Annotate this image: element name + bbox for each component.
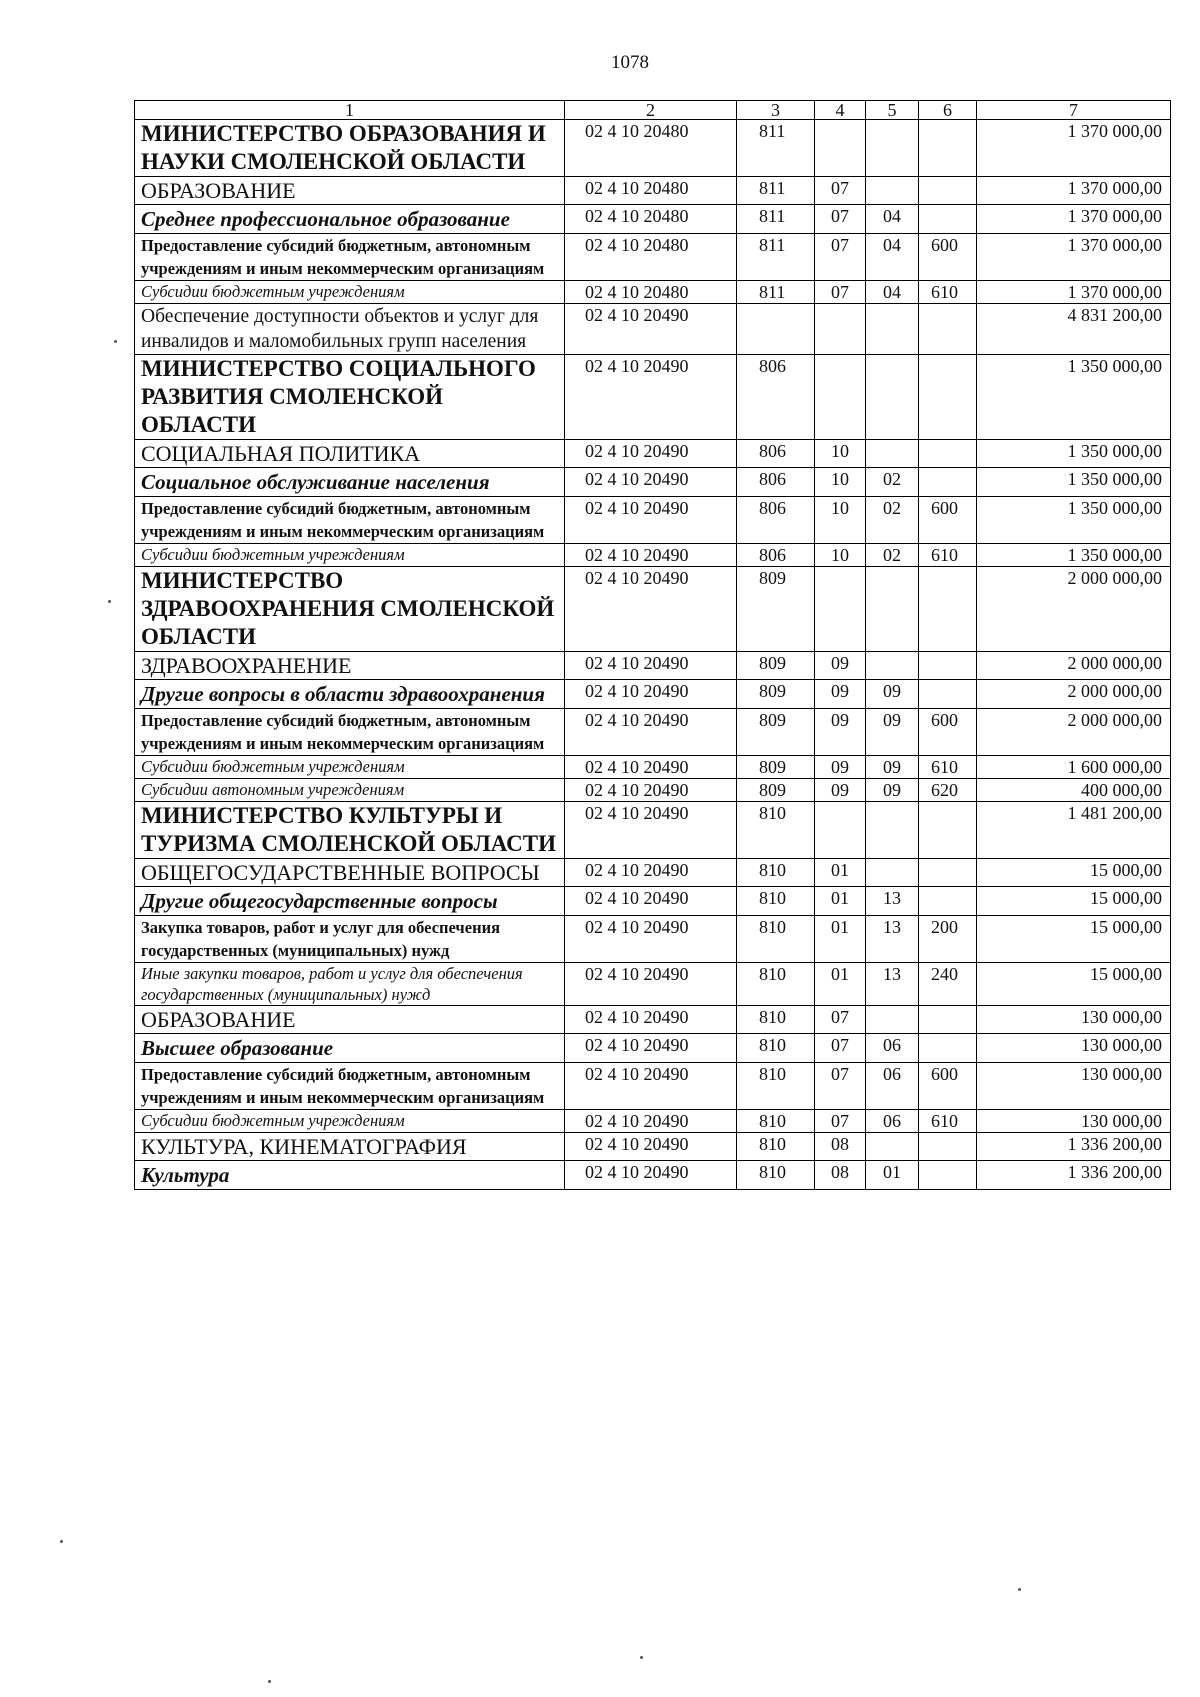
subsection-code bbox=[866, 120, 919, 177]
amount: 2 000 000,00 bbox=[977, 709, 1171, 756]
header-row bbox=[135, 101, 1171, 120]
expense-type-code bbox=[919, 802, 977, 859]
amount: 1 600 000,00 bbox=[977, 756, 1171, 779]
target-code: 02 4 10 20490 bbox=[565, 963, 737, 1006]
amount: 1 350 000,00 bbox=[977, 544, 1171, 567]
subsection-code bbox=[866, 1006, 919, 1034]
table-row bbox=[135, 1034, 1171, 1063]
section-code: 07 bbox=[815, 1063, 866, 1110]
scan-speck bbox=[108, 600, 111, 603]
expense-type-code: 610 bbox=[919, 544, 977, 567]
target-code: 02 4 10 20490 bbox=[565, 1006, 737, 1034]
header-cell: 4 bbox=[815, 101, 866, 120]
target-code: 02 4 10 20490 bbox=[565, 355, 737, 440]
amount: 1 481 200,00 bbox=[977, 802, 1171, 859]
section-code: 01 bbox=[815, 887, 866, 916]
section-code: 01 bbox=[815, 963, 866, 1006]
ministry-code: 810 bbox=[737, 887, 815, 916]
target-code: 02 4 10 20490 bbox=[565, 1063, 737, 1110]
row-name: МИНИСТЕРСТВО СОЦИАЛЬНОГО РАЗВИТИЯ СМОЛЕНСКОЙ ОБЛАСТИ bbox=[135, 355, 565, 440]
table-row bbox=[135, 567, 1171, 652]
ministry-code: 809 bbox=[737, 756, 815, 779]
ministry-code: 809 bbox=[737, 779, 815, 802]
subsection-code: 02 bbox=[866, 468, 919, 497]
amount: 1 370 000,00 bbox=[977, 281, 1171, 304]
amount: 1 370 000,00 bbox=[977, 177, 1171, 205]
target-code: 02 4 10 20490 bbox=[565, 802, 737, 859]
scan-speck bbox=[640, 1656, 643, 1659]
section-code: 07 bbox=[815, 1110, 866, 1133]
row-name: ЗДРАВООХРАНЕНИЕ bbox=[135, 652, 565, 680]
expense-type-code: 610 bbox=[919, 756, 977, 779]
row-name: КУЛЬТУРА, КИНЕМАТОГРАФИЯ bbox=[135, 1133, 565, 1161]
target-code: 02 4 10 20490 bbox=[565, 1034, 737, 1063]
section-code: 09 bbox=[815, 779, 866, 802]
row-name: Субсидии бюджетным учреждениям bbox=[135, 544, 565, 567]
target-code: 02 4 10 20490 bbox=[565, 756, 737, 779]
target-code: 02 4 10 20480 bbox=[565, 281, 737, 304]
page-number: 1078 bbox=[611, 52, 649, 73]
table-row bbox=[135, 779, 1171, 802]
ministry-code: 810 bbox=[737, 916, 815, 963]
section-code: 09 bbox=[815, 652, 866, 680]
expense-type-code: 600 bbox=[919, 497, 977, 544]
subsection-code: 06 bbox=[866, 1110, 919, 1133]
table-row bbox=[135, 1110, 1171, 1133]
subsection-code: 13 bbox=[866, 963, 919, 1006]
amount: 1 350 000,00 bbox=[977, 468, 1171, 497]
subsection-code: 06 bbox=[866, 1034, 919, 1063]
subsection-code: 13 bbox=[866, 916, 919, 963]
target-code: 02 4 10 20480 bbox=[565, 177, 737, 205]
amount: 130 000,00 bbox=[977, 1063, 1171, 1110]
subsection-code: 09 bbox=[866, 680, 919, 709]
ministry-code: 810 bbox=[737, 802, 815, 859]
ministry-code: 810 bbox=[737, 1063, 815, 1110]
row-name: Иные закупки товаров, работ и услуг для обеспечения государственных (муниципальных) нужд bbox=[135, 963, 565, 1006]
header-cell: 5 bbox=[866, 101, 919, 120]
row-name: Другие вопросы в области здравоохранения bbox=[135, 680, 565, 709]
section-code: 07 bbox=[815, 1006, 866, 1034]
header-cell: 7 bbox=[977, 101, 1171, 120]
ministry-code: 809 bbox=[737, 567, 815, 652]
table-row bbox=[135, 304, 1171, 355]
row-name: МИНИСТЕРСТВО КУЛЬТУРЫ И ТУРИЗМА СМОЛЕНСКОЙ ОБЛАСТИ bbox=[135, 802, 565, 859]
subsection-code: 04 bbox=[866, 234, 919, 281]
row-name: Предоставление субсидий бюджетным, автономным учреждениям и иным некоммерческим организациям bbox=[135, 234, 565, 281]
expense-type-code bbox=[919, 468, 977, 497]
expense-type-code: 610 bbox=[919, 281, 977, 304]
ministry-code: 806 bbox=[737, 544, 815, 567]
row-name: Обеспечение доступности объектов и услуг для инвалидов и маломобильных групп населения bbox=[135, 304, 565, 355]
expense-type-code: 600 bbox=[919, 1063, 977, 1110]
table-row bbox=[135, 756, 1171, 779]
subsection-code: 09 bbox=[866, 756, 919, 779]
subsection-code: 02 bbox=[866, 544, 919, 567]
header-cell: 6 bbox=[919, 101, 977, 120]
row-name: Среднее профессиональное образование bbox=[135, 205, 565, 234]
subsection-code: 04 bbox=[866, 281, 919, 304]
row-name: ОБЩЕГОСУДАРСТВЕННЫЕ ВОПРОСЫ bbox=[135, 859, 565, 887]
subsection-code: 01 bbox=[866, 1161, 919, 1190]
table-row bbox=[135, 355, 1171, 440]
row-name: Предоставление субсидий бюджетным, автономным учреждениям и иным некоммерческим организациям bbox=[135, 1063, 565, 1110]
target-code: 02 4 10 20480 bbox=[565, 205, 737, 234]
section-code: 08 bbox=[815, 1161, 866, 1190]
amount: 400 000,00 bbox=[977, 779, 1171, 802]
section-code: 07 bbox=[815, 177, 866, 205]
section-code bbox=[815, 120, 866, 177]
row-name: Субсидии бюджетным учреждениям bbox=[135, 281, 565, 304]
subsection-code bbox=[866, 567, 919, 652]
row-name: Культура bbox=[135, 1161, 565, 1190]
section-code bbox=[815, 567, 866, 652]
amount: 130 000,00 bbox=[977, 1006, 1171, 1034]
section-code: 07 bbox=[815, 1034, 866, 1063]
expense-type-code bbox=[919, 1133, 977, 1161]
row-name: МИНИСТЕРСТВО ОБРАЗОВАНИЯ И НАУКИ СМОЛЕНСКОЙ ОБЛАСТИ bbox=[135, 120, 565, 177]
amount: 1 336 200,00 bbox=[977, 1161, 1171, 1190]
table-row bbox=[135, 887, 1171, 916]
ministry-code: 809 bbox=[737, 680, 815, 709]
expense-type-code bbox=[919, 1161, 977, 1190]
amount: 4 831 200,00 bbox=[977, 304, 1171, 355]
table-row bbox=[135, 916, 1171, 963]
ministry-code: 811 bbox=[737, 281, 815, 304]
expense-type-code bbox=[919, 120, 977, 177]
target-code: 02 4 10 20480 bbox=[565, 120, 737, 177]
ministry-code: 809 bbox=[737, 709, 815, 756]
section-code: 09 bbox=[815, 709, 866, 756]
target-code: 02 4 10 20490 bbox=[565, 567, 737, 652]
ministry-code: 811 bbox=[737, 234, 815, 281]
amount: 1 336 200,00 bbox=[977, 1133, 1171, 1161]
amount: 15 000,00 bbox=[977, 916, 1171, 963]
subsection-code bbox=[866, 1133, 919, 1161]
header-cell: 2 bbox=[565, 101, 737, 120]
subsection-code bbox=[866, 802, 919, 859]
row-name: Субсидии бюджетным учреждениям bbox=[135, 1110, 565, 1133]
target-code: 02 4 10 20490 bbox=[565, 497, 737, 544]
table-row bbox=[135, 680, 1171, 709]
ministry-code: 810 bbox=[737, 1006, 815, 1034]
table-row bbox=[135, 497, 1171, 544]
expense-type-code bbox=[919, 887, 977, 916]
scan-speck bbox=[114, 340, 117, 343]
subsection-code bbox=[866, 859, 919, 887]
section-code: 10 bbox=[815, 440, 866, 468]
table-row bbox=[135, 281, 1171, 304]
ministry-code: 810 bbox=[737, 963, 815, 1006]
subsection-code: 13 bbox=[866, 887, 919, 916]
subsection-code: 02 bbox=[866, 497, 919, 544]
scan-speck bbox=[268, 1680, 271, 1683]
row-name: ОБРАЗОВАНИЕ bbox=[135, 1006, 565, 1034]
row-name: Предоставление субсидий бюджетным, автономным учреждениям и иным некоммерческим организациям bbox=[135, 497, 565, 544]
subsection-code bbox=[866, 440, 919, 468]
table-row bbox=[135, 859, 1171, 887]
target-code: 02 4 10 20490 bbox=[565, 652, 737, 680]
table-row bbox=[135, 802, 1171, 859]
target-code: 02 4 10 20490 bbox=[565, 304, 737, 355]
row-name: Другие общегосударственные вопросы bbox=[135, 887, 565, 916]
subsection-code: 09 bbox=[866, 779, 919, 802]
section-code: 07 bbox=[815, 281, 866, 304]
expense-type-code bbox=[919, 355, 977, 440]
section-code: 01 bbox=[815, 916, 866, 963]
subsection-code: 06 bbox=[866, 1063, 919, 1110]
target-code: 02 4 10 20490 bbox=[565, 859, 737, 887]
ministry-code: 806 bbox=[737, 355, 815, 440]
expense-type-code bbox=[919, 859, 977, 887]
table-row bbox=[135, 1063, 1171, 1110]
ministry-code: 810 bbox=[737, 1161, 815, 1190]
amount: 1 350 000,00 bbox=[977, 497, 1171, 544]
amount: 1 350 000,00 bbox=[977, 355, 1171, 440]
table-row bbox=[135, 1161, 1171, 1190]
row-name: Закупка товаров, работ и услуг для обеспечения государственных (муниципальных) нужд bbox=[135, 916, 565, 963]
amount: 15 000,00 bbox=[977, 859, 1171, 887]
row-name: СОЦИАЛЬНАЯ ПОЛИТИКА bbox=[135, 440, 565, 468]
ministry-code: 810 bbox=[737, 1133, 815, 1161]
amount: 130 000,00 bbox=[977, 1034, 1171, 1063]
subsection-code bbox=[866, 304, 919, 355]
row-name: ОБРАЗОВАНИЕ bbox=[135, 177, 565, 205]
table-row bbox=[135, 440, 1171, 468]
expense-type-code bbox=[919, 1034, 977, 1063]
amount: 2 000 000,00 bbox=[977, 567, 1171, 652]
expense-type-code bbox=[919, 177, 977, 205]
expense-type-code: 620 bbox=[919, 779, 977, 802]
section-code: 09 bbox=[815, 680, 866, 709]
table-row bbox=[135, 1006, 1171, 1034]
subsection-code: 04 bbox=[866, 205, 919, 234]
row-name: Социальное обслуживание населения bbox=[135, 468, 565, 497]
table-row bbox=[135, 120, 1171, 177]
expense-type-code bbox=[919, 440, 977, 468]
amount: 130 000,00 bbox=[977, 1110, 1171, 1133]
section-code: 09 bbox=[815, 756, 866, 779]
table-row bbox=[135, 709, 1171, 756]
target-code: 02 4 10 20490 bbox=[565, 709, 737, 756]
expense-type-code bbox=[919, 680, 977, 709]
budget-table bbox=[134, 100, 1171, 1190]
section-code bbox=[815, 355, 866, 440]
subsection-code bbox=[866, 355, 919, 440]
ministry-code: 806 bbox=[737, 440, 815, 468]
expense-type-code bbox=[919, 652, 977, 680]
expense-type-code bbox=[919, 567, 977, 652]
header-cell: 3 bbox=[737, 101, 815, 120]
expense-type-code bbox=[919, 1006, 977, 1034]
section-code bbox=[815, 304, 866, 355]
target-code: 02 4 10 20480 bbox=[565, 234, 737, 281]
section-code: 07 bbox=[815, 234, 866, 281]
ministry-code bbox=[737, 304, 815, 355]
ministry-code: 811 bbox=[737, 120, 815, 177]
table-row bbox=[135, 652, 1171, 680]
amount: 1 350 000,00 bbox=[977, 440, 1171, 468]
amount: 15 000,00 bbox=[977, 887, 1171, 916]
amount: 1 370 000,00 bbox=[977, 205, 1171, 234]
expense-type-code: 610 bbox=[919, 1110, 977, 1133]
target-code: 02 4 10 20490 bbox=[565, 680, 737, 709]
section-code: 01 bbox=[815, 859, 866, 887]
subsection-code bbox=[866, 652, 919, 680]
amount: 2 000 000,00 bbox=[977, 680, 1171, 709]
target-code: 02 4 10 20490 bbox=[565, 468, 737, 497]
expense-type-code: 600 bbox=[919, 234, 977, 281]
scan-speck bbox=[1018, 1588, 1021, 1591]
row-name: МИНИСТЕРСТВО ЗДРАВООХРАНЕНИЯ СМОЛЕНСКОЙ ОБЛАСТИ bbox=[135, 567, 565, 652]
table-row bbox=[135, 963, 1171, 1006]
subsection-code bbox=[866, 177, 919, 205]
amount: 2 000 000,00 bbox=[977, 652, 1171, 680]
row-name: Высшее образование bbox=[135, 1034, 565, 1063]
ministry-code: 809 bbox=[737, 652, 815, 680]
section-code: 07 bbox=[815, 205, 866, 234]
table-row bbox=[135, 234, 1171, 281]
ministry-code: 811 bbox=[737, 205, 815, 234]
ministry-code: 806 bbox=[737, 497, 815, 544]
ministry-code: 810 bbox=[737, 1034, 815, 1063]
ministry-code: 810 bbox=[737, 859, 815, 887]
table-row bbox=[135, 177, 1171, 205]
section-code: 08 bbox=[815, 1133, 866, 1161]
target-code: 02 4 10 20490 bbox=[565, 1110, 737, 1133]
table-row bbox=[135, 544, 1171, 567]
section-code: 10 bbox=[815, 468, 866, 497]
row-name: Субсидии бюджетным учреждениям bbox=[135, 756, 565, 779]
header-cell: 1 bbox=[135, 101, 565, 120]
expense-type-code bbox=[919, 304, 977, 355]
target-code: 02 4 10 20490 bbox=[565, 1161, 737, 1190]
target-code: 02 4 10 20490 bbox=[565, 887, 737, 916]
target-code: 02 4 10 20490 bbox=[565, 779, 737, 802]
table-row bbox=[135, 205, 1171, 234]
target-code: 02 4 10 20490 bbox=[565, 544, 737, 567]
target-code: 02 4 10 20490 bbox=[565, 1133, 737, 1161]
subsection-code: 09 bbox=[866, 709, 919, 756]
ministry-code: 810 bbox=[737, 1110, 815, 1133]
amount: 1 370 000,00 bbox=[977, 234, 1171, 281]
table-body bbox=[135, 120, 1171, 1190]
target-code: 02 4 10 20490 bbox=[565, 916, 737, 963]
section-code bbox=[815, 802, 866, 859]
section-code: 10 bbox=[815, 497, 866, 544]
amount: 15 000,00 bbox=[977, 963, 1171, 1006]
expense-type-code: 240 bbox=[919, 963, 977, 1006]
expense-type-code: 200 bbox=[919, 916, 977, 963]
row-name: Предоставление субсидий бюджетным, автономным учреждениям и иным некоммерческим организациям bbox=[135, 709, 565, 756]
expense-type-code bbox=[919, 205, 977, 234]
table-row bbox=[135, 468, 1171, 497]
ministry-code: 811 bbox=[737, 177, 815, 205]
amount: 1 370 000,00 bbox=[977, 120, 1171, 177]
target-code: 02 4 10 20490 bbox=[565, 440, 737, 468]
section-code: 10 bbox=[815, 544, 866, 567]
ministry-code: 806 bbox=[737, 468, 815, 497]
row-name: Субсидии автономным учреждениям bbox=[135, 779, 565, 802]
table-row bbox=[135, 1133, 1171, 1161]
scan-speck bbox=[60, 1540, 63, 1543]
expense-type-code: 600 bbox=[919, 709, 977, 756]
